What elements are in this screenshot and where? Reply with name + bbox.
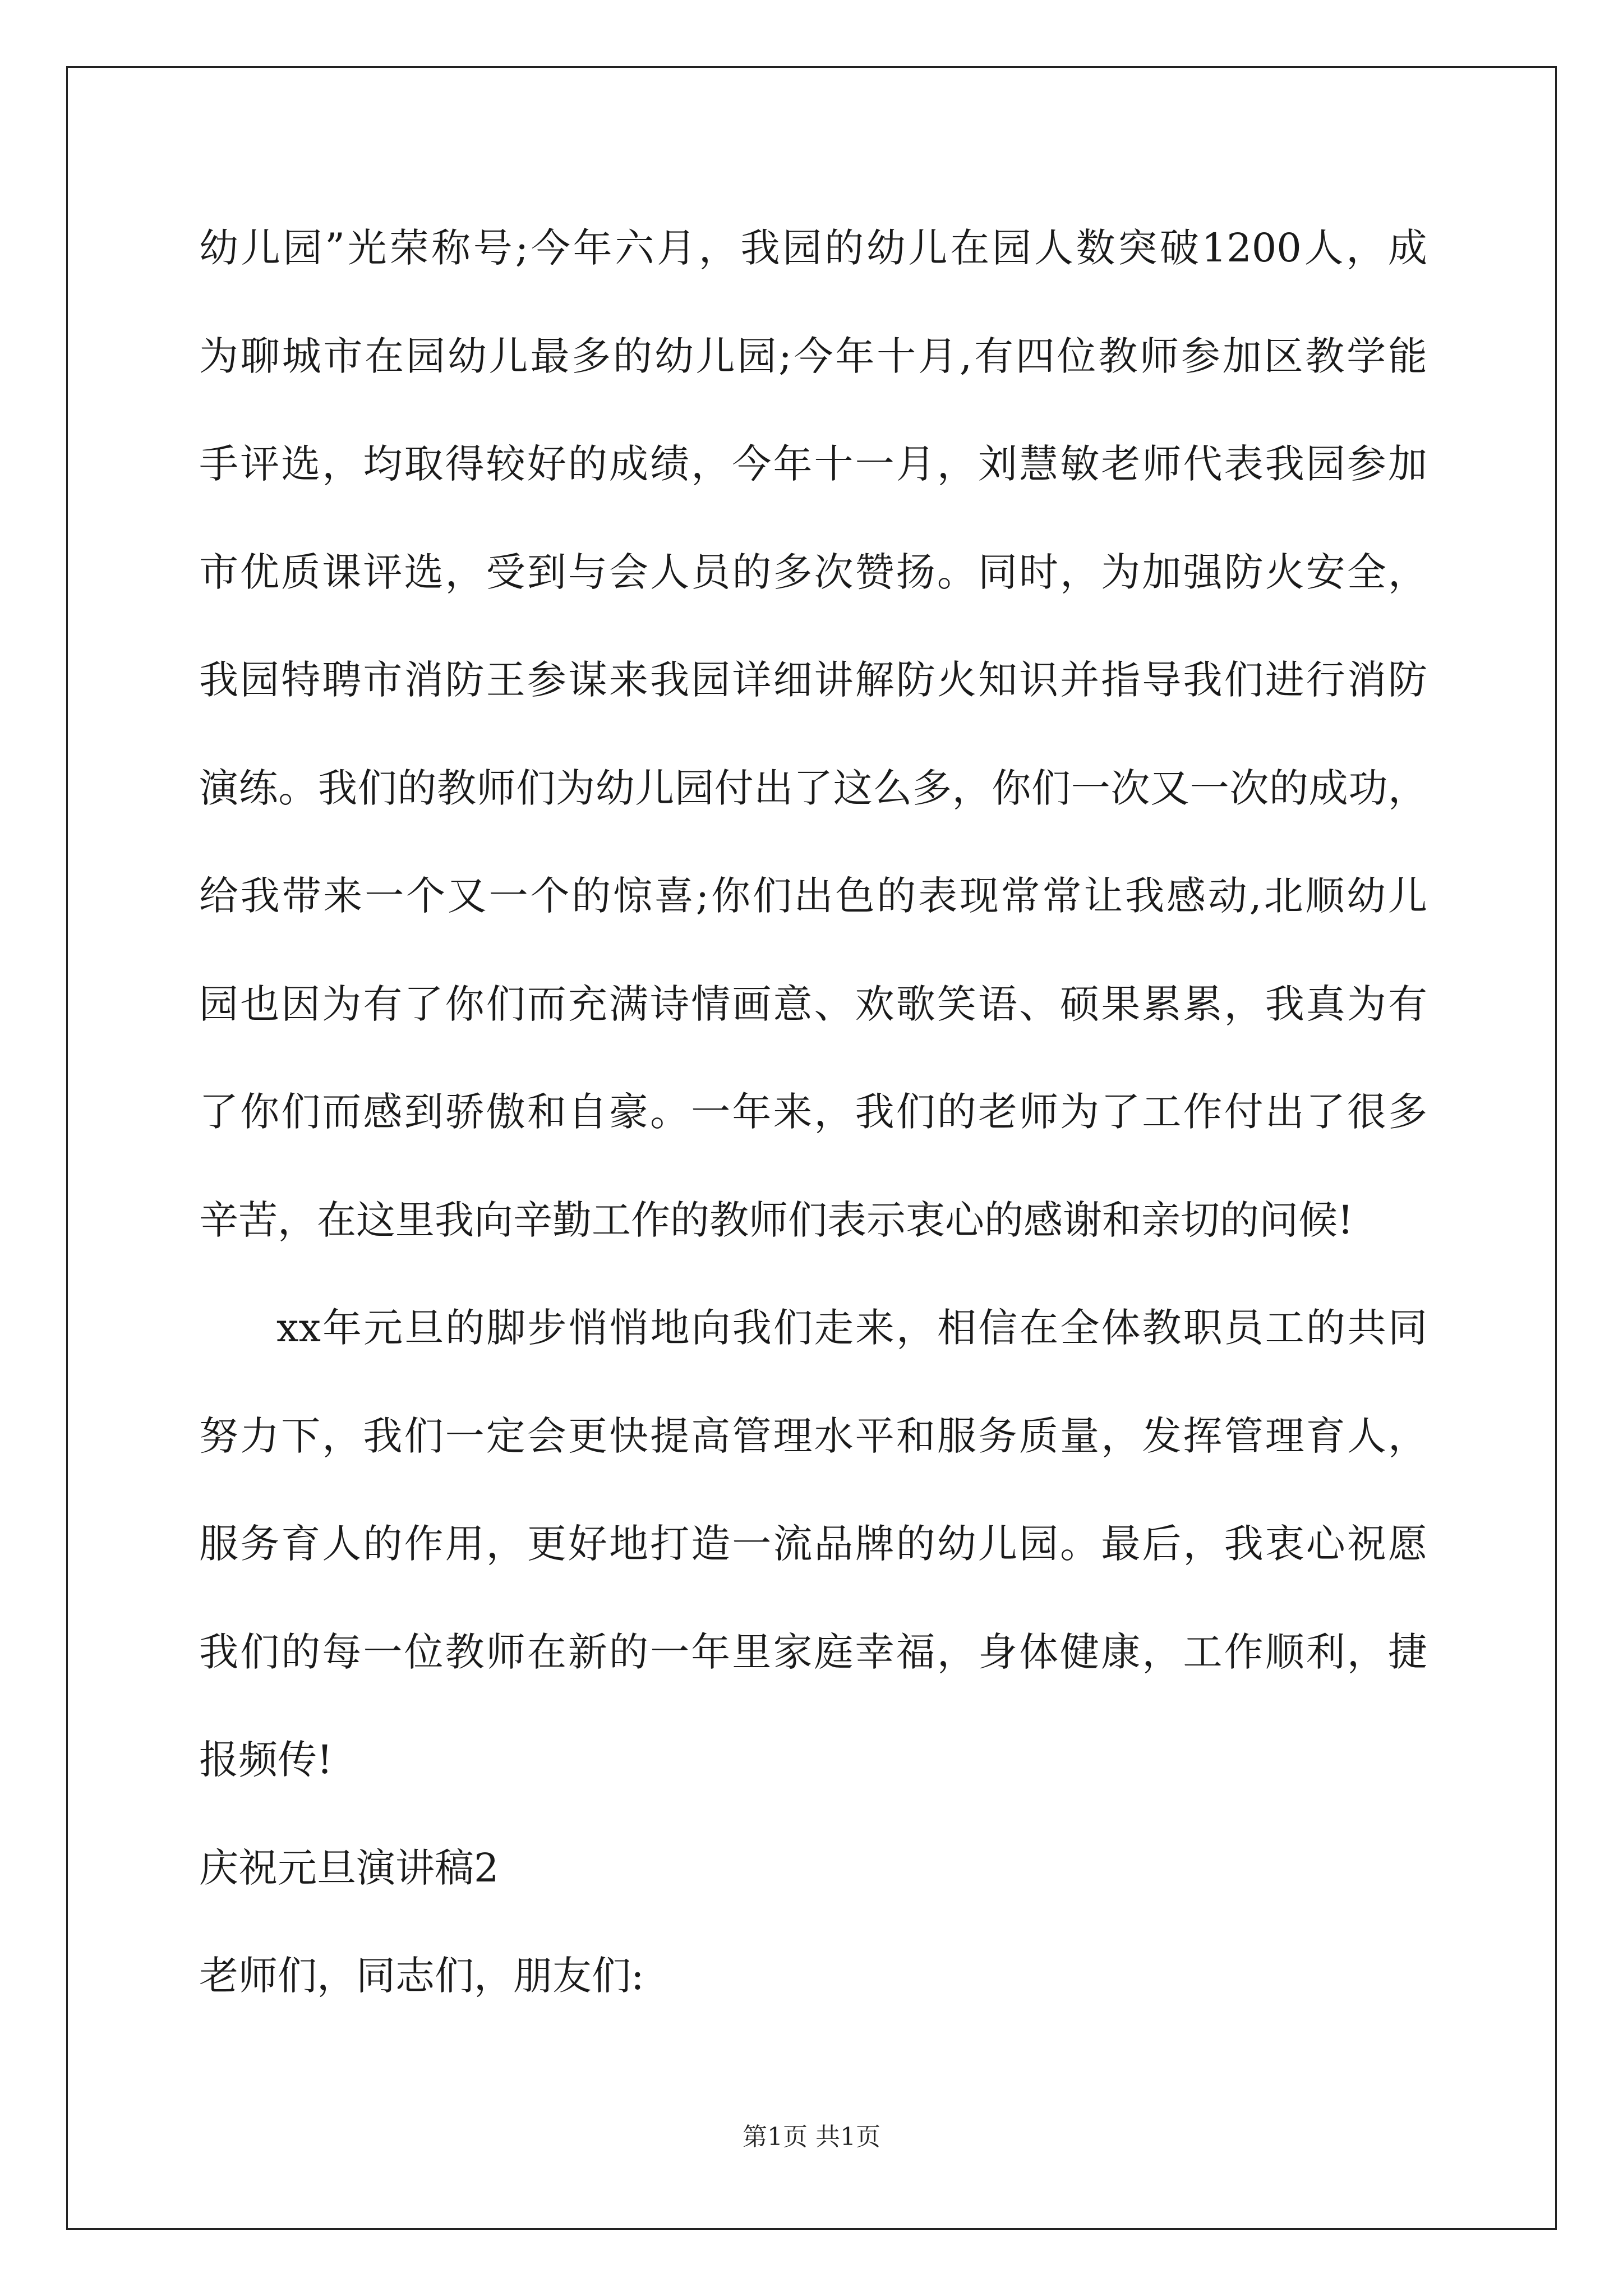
paragraph-line: 我园特聘市消防王参谋来我园详细讲解防火知识并指导我们进行消防 — [199, 657, 1427, 703]
page-border — [66, 66, 1557, 2230]
paragraph-line: 我们的每一位教师在新的一年里家庭幸福，身体健康，工作顺利，捷 — [199, 1629, 1427, 1675]
paragraph-line: 园也因为有了你们而充满诗情画意、欢歌笑语、硕果累累，我真为有 — [199, 981, 1427, 1027]
salutation-line: 老师们，同志们，朋友们: — [199, 1953, 644, 1999]
page-footer: 第1页 共1页 — [743, 2123, 880, 2151]
paragraph-line: 服务育人的作用，更好地打造一流品牌的幼儿园。最后，我衷心祝愿 — [199, 1521, 1427, 1567]
paragraph-line: xx年元旦的脚步悄悄地向我们走来，相信在全体教职员工的共同 — [276, 1305, 1427, 1351]
paragraph-line: 手评选，均取得较好的成绩，今年十一月，刘慧敏老师代表我园参加 — [199, 441, 1427, 487]
paragraph-line: 了你们而感到骄傲和自豪。一年来，我们的老师为了工作付出了很多 — [199, 1089, 1427, 1135]
paragraph-line: 给我带来一个又一个的惊喜;你们出色的表现常常让我感动,北顺幼儿 — [199, 873, 1427, 919]
paragraph-line: 市优质课评选，受到与会人员的多次赞扬。同时，为加强防火安全， — [199, 549, 1427, 595]
paragraph-line: 幼儿园”光荣称号;今年六月，我园的幼儿在园人数突破1200人，成 — [199, 225, 1427, 271]
paragraph-line: 演练。我们的教师们为幼儿园付出了这么多，你们一次又一次的成功， — [199, 765, 1427, 811]
paragraph-line: 报频传! — [199, 1737, 333, 1783]
paragraph-line: 辛苦，在这里我向辛勤工作的教师们表示衷心的感谢和亲切的问候! — [199, 1197, 1354, 1243]
section-heading: 庆祝元旦演讲稿2 — [199, 1845, 499, 1891]
paragraph-line: 努力下，我们一定会更快提高管理水平和服务质量，发挥管理育人， — [199, 1413, 1427, 1459]
paragraph-line: 为聊城市在园幼儿最多的幼儿园;今年十月,有四位教师参加区教学能 — [199, 333, 1427, 379]
